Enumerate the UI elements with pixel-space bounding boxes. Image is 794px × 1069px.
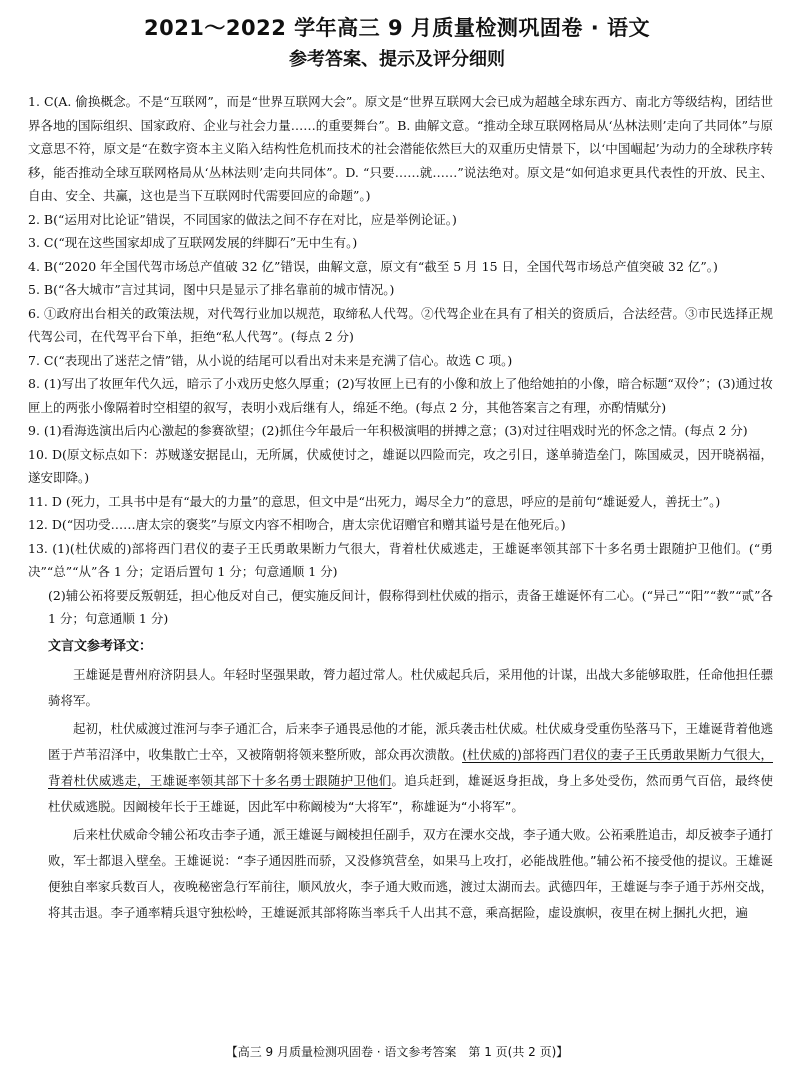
answer-item-1: 1. C(A. 偷换概念。不是“互联网”，而是“世界互联网大会”。原文是“世界互联网大会已成为超越全球东西方、南北方等级结构，团结世界各地的国际组织、国家政府、企业与社会力量……的重要舞台”。B. 曲解文意。“推动全球互联网格局从‘丛林法则’走向了共同体”与原文意思不符，原文是“在数字资本主义陷入结构性危机而技术的社会潜能依然巨大的双重历史情景下，以‘中国崛起’为动力的全球秩序转移，能否推动全球互联网格局从‘丛林法则’走向共同体”。D. “只要……就……”说法绝对。原文是“如何追求更具代表性的开放、民主、自由、安全、共赢，这也是当下互联网时代需要回应的命题”。) bbox=[28, 94, 773, 203]
page-subtitle: 参考答案、提示及评分细则 bbox=[289, 49, 505, 70]
answer-item-4: 4. B(“2020 年全国代驾市场总产值破 32 亿”错误，曲解文意，原文有“截至 5 月 15 日，全国代驾市场总产值突破 32 亿”。) bbox=[28, 258, 718, 274]
answer-content bbox=[28, 90, 773, 926]
answer-item-10: 10. D(原文标点如下：苏贼遂安据昆山，无所属，伏威使讨之，雄诞以四险而完，攻之引日，遂单骑造垒门，陈国威灵，因开晓祸福，遂安即降。) bbox=[28, 446, 773, 485]
underlined-translation: (杜伏威的)部将西门君仪的妻子王氏勇敢果断力气很大，背着杜伏威逃走，王雄诞率领其部下十多名勇士跟随护卫他们 bbox=[48, 746, 773, 788]
translation-heading: 文言文参考译文： bbox=[48, 638, 153, 654]
translation-paragraph-1: 王雄诞是曹州府济阴县人。年轻时坚强果敢，膂力超过常人。杜伏威起兵后，采用他的计谋，出战大多能够取胜，任命他担任骠骑将军。 bbox=[48, 666, 774, 708]
translation-paragraph-2 bbox=[48, 716, 773, 820]
answer-item-2: 2. B(“运用对比论证”错误，不同国家的做法之间不存在对比，应是举例论证。) bbox=[28, 211, 457, 227]
translation-text: 起初，杜伏威渡过淮河与李子通汇合，后来李子通畏忌他的才能，派兵袭击杜伏威。杜伏威身受重伤坠落马下，王雄诞背着他逃匿于芦苇沼泽中，收集散亡士卒，又被隋朝将领来整所败，部众再次溃散。 bbox=[48, 720, 774, 762]
answer-item-13-part-1: 13. (1)(杜伏威的)部将西门君仪的妻子王氏勇敢果断力气很大，背着杜伏威逃走，王雄诞率领其部下十多名勇士跟随护卫他们。(“勇决”“总”“从”各 1 分；定语后置句 1 分；句意通顺 1 分) bbox=[28, 540, 773, 579]
answer-item-5: 5. B(“各大城市”言过其词，图中只是显示了排名靠前的城市情况。) bbox=[28, 282, 395, 297]
answer-item-6: 6. ①政府出台相关的政策法规，对代驾行业加以规范，取缔私人代驾。②代驾企业在具有了相关的资质后，合法经营。③市民选择正规代驾公司，在代驾平台下单，拒绝“私人代驾”。(每点 2 分) bbox=[28, 305, 773, 344]
answer-item-11: 11. D (死力，工具书中是有“最大的力量”的意思，但文中是“出死力，竭尽全力”的意思，呼应的是前句“雄诞爱人，善抚士”。) bbox=[28, 493, 721, 509]
answer-item-3: 3. C(“现在这些国家却成了互联网发展的绊脚石”无中生有。) bbox=[28, 235, 358, 250]
answer-item-7: 7. C(“表现出了迷茫之情”错，从小说的结尾可以看出对未来是充满了信心。故选 C 项。) bbox=[28, 352, 513, 368]
answer-item-12: 12. D(“因功受……唐太宗的褒奖”与原文内容不相吻合，唐太宗优诏赠官和赠其谥号是在他死后。) bbox=[28, 517, 566, 532]
answer-item-9: 9. (1)看海选演出后内心激起的参赛欲望；(2)抓住今年最后一年积极演唱的拼搏之意；(3)对过往唱戏时光的怀念之情。(每点 2 分) bbox=[28, 423, 748, 438]
answer-item-8: 8. (1)写出了妆匣年代久远，暗示了小戏历史悠久厚重；(2)写妆匣上已有的小像和放上了他给她拍的小像，暗合标题“双伶”；(3)通过妆匣上的两张小像隔着时空相望的叙写，表明小戏后继有人，绵延不绝。(每点 2 分，其他答案言之有理，亦酌情赋分) bbox=[28, 376, 773, 415]
answer-item-13-part-2: (2)辅公祏将要反叛朝廷，担心他反对自己，便实施反间计，假称得到杜伏威的指示，责备王雄诞怀有二心。(“异己”“阳”“教”“贰”各 1 分；句意通顺 1 分) bbox=[48, 587, 773, 626]
translation-text: 。追兵赶到，雄诞返身拒战，身上多处受伤，然而勇气百倍，最终使杜伏威逃脱。因阚棱年长于王雄诞，因此军中称阚棱为“大将军”，称雄诞为“小将军”。 bbox=[48, 772, 773, 814]
translation-paragraph-3: 后来杜伏威命令辅公祏攻击李子通，派王雄诞与阚棱担任副手，双方在溧水交战，李子通大败。公祏乘胜追击，却反被李子通打败，军士都退入壁垒。王雄诞说：“李子通因胜而骄，又没修筑营垒，如果马上攻打，必能战胜他。”辅公祏不接受他的提议。王雄诞便独自率家兵数百人，夜晚秘密急行军前往，顺风放火，李子通大败而逃，渡过太湖而去。武德四年，王雄诞与李子通于苏州交战，将其击退。李子通率精兵退守独松岭，王雄诞派其部将陈当率兵千人出其不意，乘高据险，虚设旗帜，夜里在树上捆扎火把，遍 bbox=[48, 826, 774, 920]
page-footer: 【高三 9 月质量检测巩固卷 · 语文参考答案 第 1 页(共 2 页)】 bbox=[225, 1045, 569, 1059]
page-title: 2021～2022 学年高三 9 月质量检测巩固卷 · 语文 bbox=[143, 16, 651, 40]
